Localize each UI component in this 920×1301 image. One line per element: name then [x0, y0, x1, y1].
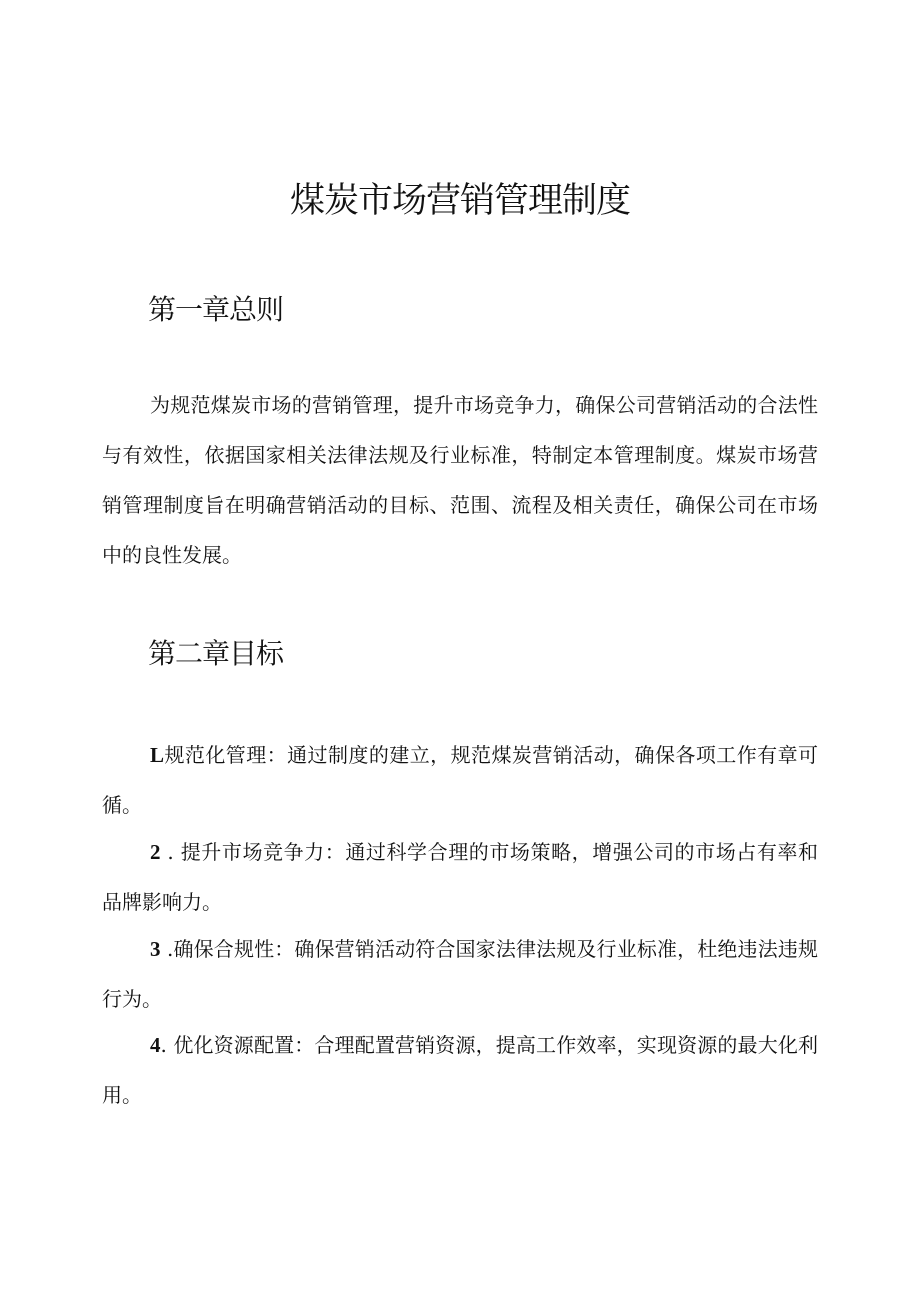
chapter-1-paragraph: 为规范煤炭市场的营销管理，提升市场竞争力，确保公司营销活动的合法性与有效性，依据国家相关法律法规及行业标准，特制定本管理制度。煤炭市场营销管理制度旨在明确营销活动的目标、范围、流程及相关责任，确保公司在市场中的良性发展。: [102, 393, 818, 567]
goal-item-text: 规范化管理：通过制度的建立，规范煤炭营销活动，确保各项工作有章可循。: [102, 743, 818, 817]
goal-item-text: . 优化资源配置：合理配置营销资源，提高工作效率，实现资源的最大化利用。: [102, 1033, 818, 1107]
goal-item-number: 3: [150, 937, 161, 961]
goal-item-text: . 提升市场竞争力：通过科学合理的市场策略，增强公司的市场占有率和品牌影响力。: [102, 840, 818, 914]
goal-list-item: [102, 827, 818, 927]
goal-item-text: .确保合规性：确保营销活动符合国家法律法规及行业标准，杜绝违法违规行为。: [102, 937, 818, 1011]
goal-list-item: [102, 730, 818, 830]
chapter-1-heading: 第一章总则: [148, 293, 284, 326]
goal-item-number: 4: [150, 1033, 161, 1057]
goal-item-number: L: [150, 743, 165, 767]
goal-list-item: [102, 1020, 818, 1120]
goal-list-item: [102, 924, 818, 1024]
goal-item-number: 2: [150, 840, 161, 864]
chapter-2-heading: 第二章目标: [148, 637, 284, 670]
document-title: 煤炭市场营销管理制度: [289, 181, 630, 221]
